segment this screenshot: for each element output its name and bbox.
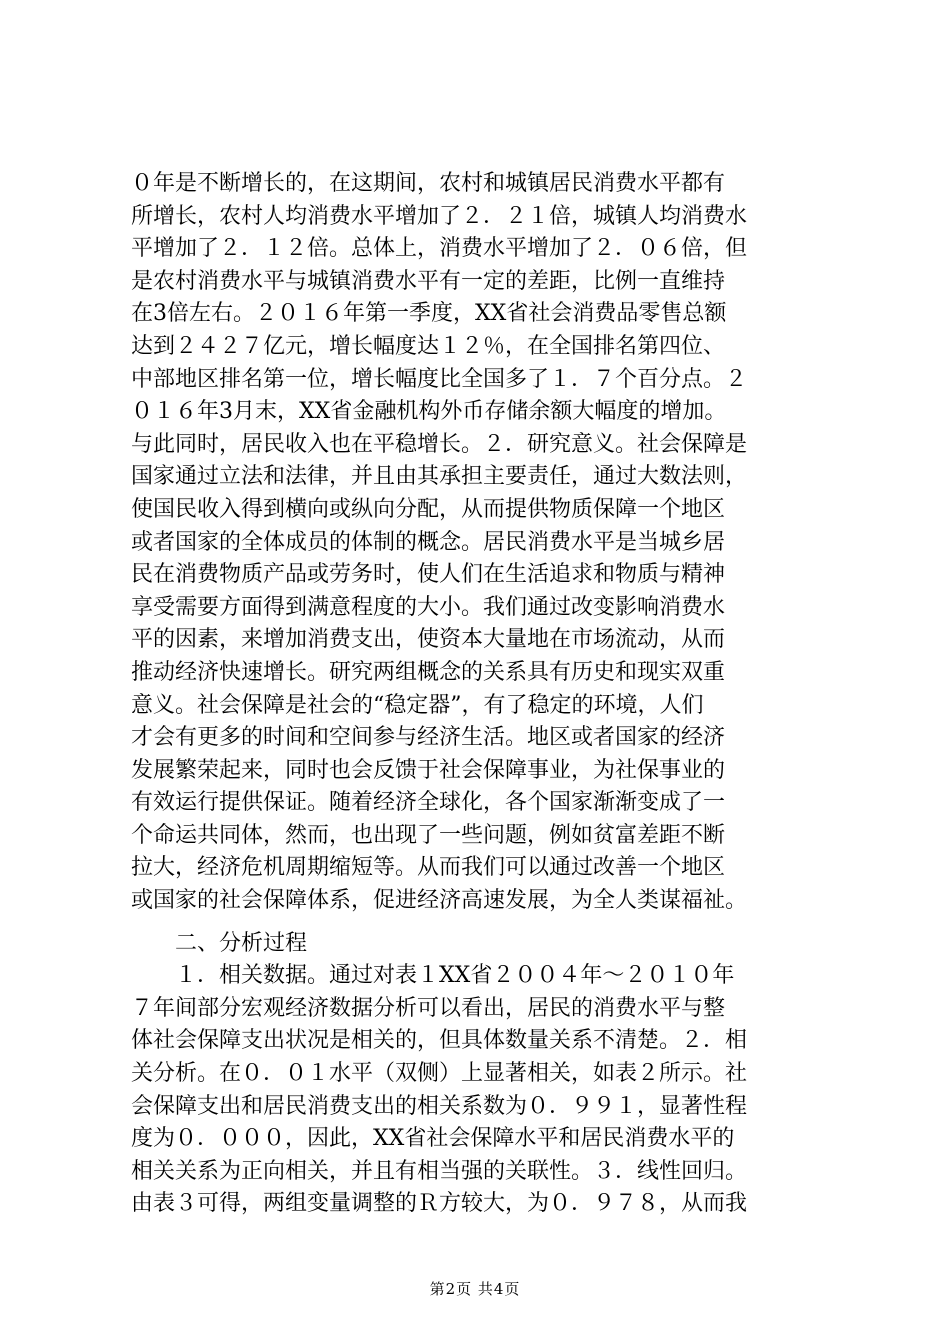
text-line: 民在消费物质产品或劳务时，使人们在生活追求和物质与精神 bbox=[131, 562, 726, 588]
text-line: １．相关数据。通过对表１XX省２００４年～２０１０年 bbox=[175, 963, 735, 989]
text-line: 有效运行提供保证。随着经济全球化，各个国家渐渐变成了一 bbox=[131, 790, 726, 816]
text-line: 才会有更多的时间和空间参与经济生活。地区或者国家的经济 bbox=[131, 725, 726, 751]
text-line: 国家通过立法和法律，并且由其承担主要责任，通过大数法则， bbox=[131, 464, 748, 490]
section-heading: 二、分析过程 bbox=[175, 930, 308, 956]
text-line: 或者国家的全体成员的体制的概念。居民消费水平是当城乡居 bbox=[131, 529, 726, 555]
text-line: ０年是不断增长的，在这期间，农村和城镇居民消费水平都有 bbox=[131, 171, 726, 196]
text-line: ７年间部分宏观经济数据分析可以看出，居民的消费水平与整 bbox=[131, 995, 726, 1021]
paragraph-1 bbox=[131, 168, 843, 918]
text-line: 是农村消费水平与城镇消费水平有一定的差距，比例一直维持 bbox=[131, 268, 726, 294]
paragraph-2 bbox=[131, 960, 843, 1221]
text-line: 个命运共同体，然而，也出现了一些问题，例如贫富差距不断 bbox=[131, 822, 726, 848]
text-line: ０１６年3月末，XX省金融机构外币存储余额大幅度的增加。 bbox=[131, 399, 727, 425]
text-line: 体社会保障支出状况是相关的，但具体数量关系不清楚。２．相 bbox=[131, 1028, 748, 1054]
text-line: 关分析。在０．０１水平（双侧）上显著相关，如表２所示。社 bbox=[131, 1061, 748, 1087]
text-line: 会保障支出和居民消费支出的相关系数为０．９９１，显著性程 bbox=[131, 1093, 748, 1119]
text-line: 由表３可得，两组变量调整的Ｒ方较大，为０．９７８，从而我 bbox=[131, 1191, 748, 1217]
text-line: 平的因素，来增加消费支出，使资本大量地在市场流动，从而 bbox=[131, 627, 726, 653]
text-line: 度为０．０００，因此，XX省社会保障水平和居民消费水平的 bbox=[131, 1126, 735, 1152]
text-line: 中部地区排名第一位，增长幅度比全国多了１．７个百分点。２ bbox=[131, 366, 748, 392]
page-footer: 第2页 共4页 bbox=[429, 1280, 521, 1298]
body-text bbox=[131, 168, 843, 1221]
text-line: 或国家的社会保障体系，促进经济高速发展，为全人类谋福祉。 bbox=[131, 888, 748, 914]
text-line: 意义。社会保障是社会的“稳定器”，有了稳定的环境，人们 bbox=[131, 692, 704, 718]
text-line: 达到２４２７亿元，增长幅度达１２％，在全国排名第四位、 bbox=[131, 333, 726, 359]
text-line: 相关关系为正向相关，并且有相当强的关联性。３．线性回归。 bbox=[131, 1158, 748, 1184]
text-line: 发展繁荣起来，同时也会反馈于社会保障事业，为社保事业的 bbox=[131, 757, 726, 783]
text-line: 推动经济快速增长。研究两组概念的关系具有历史和现实双重 bbox=[131, 659, 726, 685]
text-line: 使国民收入得到横向或纵向分配，从而提供物质保障一个地区 bbox=[131, 496, 726, 522]
text-line: 平增加了２．１２倍。总体上，消费水平增加了２．０６倍，但 bbox=[131, 236, 748, 262]
text-line: 拉大，经济危机周期缩短等。从而我们可以通过改善一个地区 bbox=[131, 855, 726, 881]
text-line: 在3倍左右。２０１６年第一季度，XX省社会消费品零售总额 bbox=[131, 301, 727, 327]
text-line: 享受需要方面得到满意程度的大小。我们通过改变影响消费水 bbox=[131, 594, 726, 620]
text-line: 所增长，农村人均消费水平增加了２．２１倍，城镇人均消费水 bbox=[131, 203, 748, 229]
text-line: 与此同时，居民收入也在平稳增长。２．研究意义。社会保障是 bbox=[131, 431, 748, 457]
